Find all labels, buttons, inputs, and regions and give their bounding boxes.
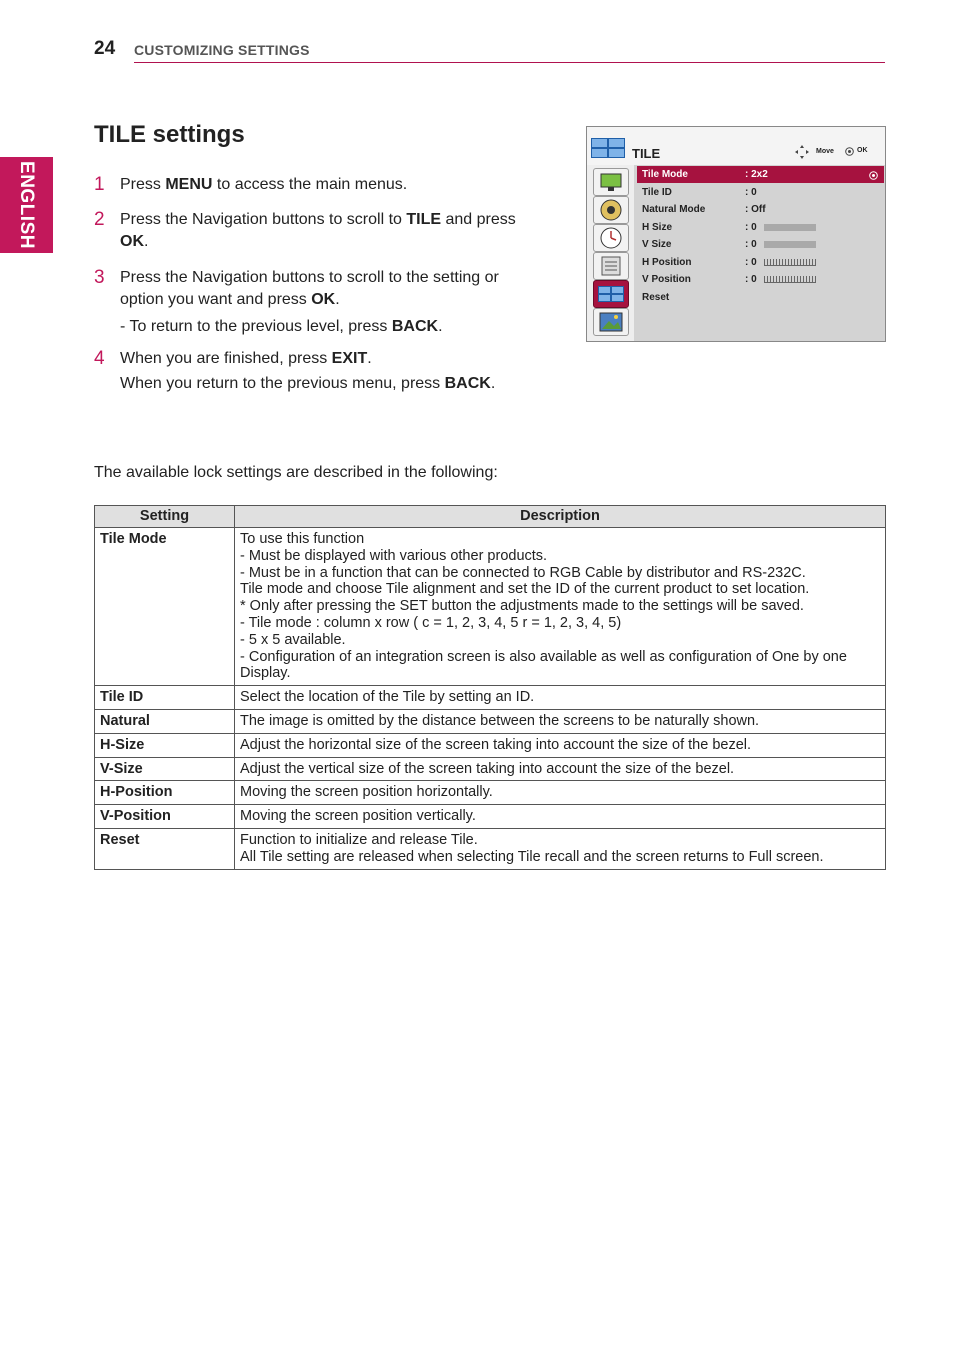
move-arrows-icon — [795, 145, 809, 159]
step-3-note — [120, 316, 443, 338]
setting-description — [235, 686, 886, 710]
step-keyword: BACK — [391, 318, 439, 335]
osd-hint-ok: OK — [857, 147, 868, 154]
step-text-part: Press the Navigation buttons to scroll to the setting or option you want and press — [120, 269, 499, 308]
step-2 — [94, 209, 544, 253]
osd-position-scale[interactable] — [764, 276, 816, 283]
step-4-note — [120, 373, 495, 395]
setting-name: Reset — [95, 828, 235, 869]
column-header-description: Description — [235, 506, 886, 528]
osd-row-label: H Position — [642, 257, 692, 268]
table-row — [95, 805, 886, 829]
table-header-row — [95, 506, 886, 528]
picture-icon[interactable] — [593, 168, 629, 196]
ok-button-icon — [845, 147, 854, 156]
osd-header — [587, 127, 885, 165]
description-line: - Tile mode : column x row ( c = 1, 2, 3, 4, 5 r = 1, 2, 3, 4, 5) — [240, 614, 622, 631]
description-line: Adjust the vertical size of the screen taking into account the size of the bezel. — [240, 760, 735, 777]
osd-row-value: : 0 — [745, 257, 757, 268]
tile-osd-menu — [586, 126, 886, 342]
osd-row-value: : 0 — [745, 274, 757, 285]
description-line: * Only after pressing the SET button the adjustments made to the settings will be saved. — [240, 598, 804, 615]
step-keyword: MENU — [165, 176, 213, 193]
step-number: 4 — [94, 348, 105, 369]
osd-title: TILE — [632, 146, 661, 161]
step-1 — [94, 174, 544, 196]
setting-description — [235, 828, 886, 869]
step-text — [120, 267, 544, 311]
step-text — [120, 209, 544, 253]
osd-row-label: V Size — [642, 239, 672, 250]
setting-name: V-Size — [95, 757, 235, 781]
description-line: - 5 x 5 available. — [240, 631, 346, 648]
osd-row-label: Tile Mode — [642, 169, 688, 180]
step-text-part: . — [367, 350, 372, 367]
setting-name: Tile ID — [95, 686, 235, 710]
osd-row-value: : 0 — [745, 239, 757, 250]
step-number: 2 — [94, 209, 105, 230]
step-text-part: When you are finished, press — [120, 350, 332, 367]
osd-row-value: : 0 — [745, 222, 757, 233]
description-line: Adjust the horizontal size of the screen taking into account the size of the bezel. — [240, 736, 752, 753]
tile-menu-icon — [591, 138, 625, 158]
osd-row-h-position[interactable] — [637, 254, 884, 271]
osd-row-label: V Position — [642, 274, 691, 285]
setting-description — [235, 781, 886, 805]
step-text-part: When you return to the previous menu, press — [120, 375, 445, 392]
osd-size-bar[interactable] — [764, 241, 816, 248]
step-text-part: - To return to the previous level, press — [120, 318, 392, 335]
table-row — [95, 757, 886, 781]
setting-description — [235, 733, 886, 757]
step-4 — [94, 348, 544, 370]
osd-row-label: H Size — [642, 222, 673, 233]
step-keyword: EXIT — [331, 350, 368, 367]
setting-name: Tile Mode — [95, 528, 235, 686]
osd-row-tile-mode[interactable] — [637, 166, 884, 183]
osd-category-bar — [587, 165, 634, 341]
description-line: Function to initialize and release Tile. — [240, 831, 478, 848]
time-icon[interactable] — [593, 224, 629, 252]
step-text-part: . — [335, 291, 340, 308]
table-row — [95, 686, 886, 710]
osd-row-v-size[interactable] — [637, 236, 884, 253]
osd-row-value: : 0 — [745, 187, 757, 198]
step-number: 1 — [94, 174, 105, 195]
photo-icon[interactable] — [593, 308, 629, 336]
step-keyword: OK — [311, 291, 336, 308]
setting-name: Natural — [95, 709, 235, 733]
setting-name: H-Size — [95, 733, 235, 757]
description-line: - Must be displayed with various other products. — [240, 547, 548, 564]
osd-row-label: Tile ID — [642, 187, 672, 198]
column-header-setting: Setting — [95, 506, 235, 528]
description-line: Tile mode and choose Tile alignment and set the ID of the current product to set location. — [240, 581, 810, 598]
osd-row-tile-id[interactable] — [637, 184, 884, 201]
step-number: 3 — [94, 267, 105, 288]
table-row — [95, 709, 886, 733]
intro-text: The available lock settings are described in the following: — [94, 464, 498, 481]
description-line: Moving the screen position horizontally. — [240, 784, 493, 801]
description-line: To use this function — [240, 531, 365, 547]
setting-description — [235, 757, 886, 781]
osd-row-v-position[interactable] — [637, 271, 884, 288]
tile-icon[interactable] — [593, 280, 629, 308]
header-section-title: CUSTOMIZING SETTINGS — [134, 42, 310, 58]
step-keyword: TILE — [406, 211, 442, 228]
setting-description — [235, 709, 886, 733]
description-line: Select the location of the Tile by setting an ID. — [240, 689, 535, 706]
description-line: - Configuration of an integration screen is also available as well as configuration of One by one Display. — [240, 648, 847, 682]
setting-name: H-Position — [95, 781, 235, 805]
header-divider — [134, 62, 885, 63]
table-row — [95, 528, 886, 686]
setting-description — [235, 528, 886, 686]
step-text-part: . — [490, 375, 496, 392]
setting-description — [235, 805, 886, 829]
description-line: Moving the screen position vertically. — [240, 808, 476, 825]
table-row — [95, 733, 886, 757]
step-keyword: BACK — [444, 375, 491, 392]
step-text-part: Press — [120, 176, 166, 193]
osd-row-label: Natural Mode — [642, 204, 706, 215]
osd-row-value: : 2x2 — [745, 169, 768, 180]
language-tab-label: ENGLISH — [16, 161, 37, 249]
option-icon[interactable] — [593, 252, 629, 280]
step-text-part: to access the main menus. — [212, 176, 408, 193]
step-text — [120, 348, 544, 370]
osd-row-h-size[interactable] — [637, 219, 884, 236]
description-line: The image is omitted by the distance between the screens to be naturally shown. — [240, 712, 760, 729]
section-title: TILE settings — [94, 121, 245, 148]
description-line: All Tile setting are released when selecting Tile recall and the screen returns to Full screen. — [240, 848, 824, 865]
osd-row-natural-mode[interactable] — [637, 201, 884, 218]
table-row — [95, 828, 886, 869]
step-text — [120, 174, 544, 196]
osd-row-reset[interactable] — [637, 289, 884, 306]
osd-row-value: : Off — [745, 204, 766, 215]
step-text-part: Press the Navigation buttons to scroll to — [120, 211, 407, 228]
osd-settings-panel — [634, 165, 885, 341]
settings-table — [94, 505, 886, 870]
step-text-part: . — [144, 233, 149, 250]
setting-name: V-Position — [95, 805, 235, 829]
step-keyword: OK — [120, 233, 144, 250]
osd-row-label: Reset — [642, 292, 670, 303]
ok-select-icon — [869, 171, 878, 180]
osd-hint-move: Move — [816, 148, 834, 155]
description-line: - Must be in a function that can be connected to RGB Cable by distributor and RS-232C. — [240, 564, 806, 581]
language-tab — [0, 157, 53, 253]
page-number: 24 — [94, 38, 116, 59]
step-text-part: and press — [441, 211, 516, 228]
osd-size-bar[interactable] — [764, 224, 816, 231]
osd-position-scale[interactable] — [764, 259, 816, 266]
step-text-part: . — [438, 318, 443, 335]
step-3 — [94, 267, 544, 311]
table-row — [95, 781, 886, 805]
audio-icon[interactable] — [593, 196, 629, 224]
